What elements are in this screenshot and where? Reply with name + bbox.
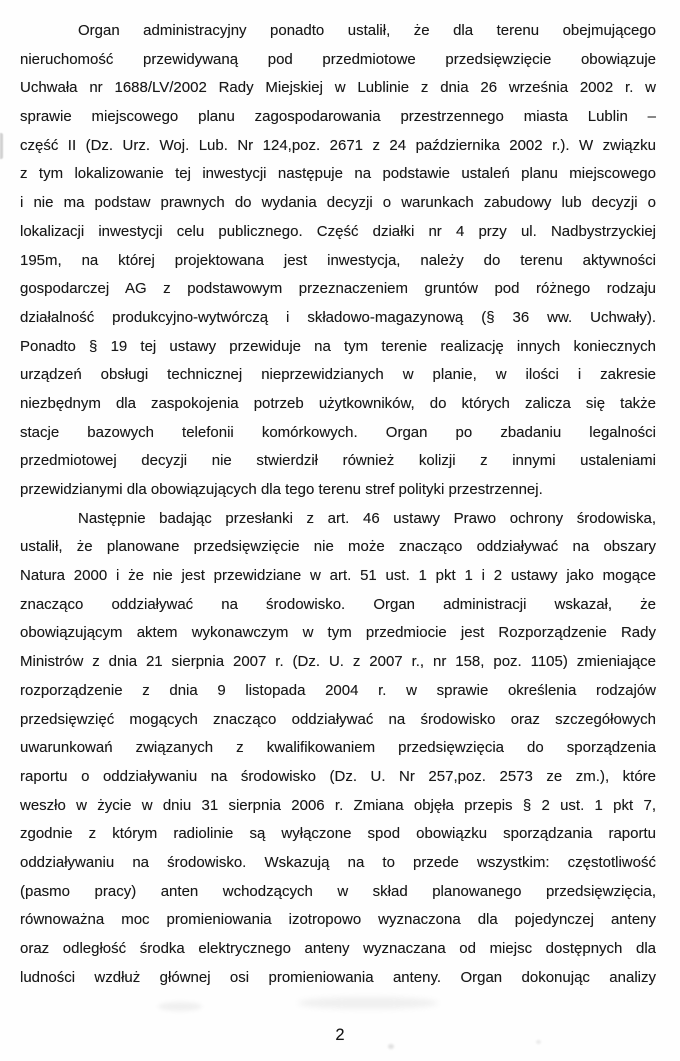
text-line: uwarunkowań związanych z kwalifikowaniem przedsięwzięcia do sporządzenia	[20, 739, 656, 757]
scan-smudge	[158, 1002, 202, 1011]
text-line: nieruchomość przewidywaną pod przedmiotowe przedsięwzięcie obowiązuje	[20, 50, 656, 68]
text-line: rozporządzenie z dnia 9 listopada 2004 r. w sprawie określenia rodzajów	[20, 681, 656, 699]
text-line: oddziaływaniu na środowisko. Wskazują na to przede wszystkim: częstotliwość	[20, 853, 656, 871]
text-line: i nie ma podstaw prawnych do wydania decyzji o warunkach zabudowy lub decyzji o	[20, 194, 656, 212]
text-line: Następnie badając przesłanki z art. 46 ustawy Prawo ochrony środowiska,	[78, 509, 656, 527]
page-number: 2	[335, 1026, 345, 1044]
text-line: Organ administracyjny ponadto ustalił, że dla terenu obejmującego	[78, 22, 656, 39]
text-line: obowiązującym aktem wykonawczym w tym przedmiocie jest Rozporządzenie Rady	[20, 624, 656, 642]
text-line: przewidzianymi dla obowiązujących dla tego terenu stref polityki przestrzennej.	[20, 481, 543, 498]
text-line: 195m, na której projektowana jest inwestycja, należy do terenu aktywności	[20, 251, 656, 269]
text-line: weszło w życie w dniu 31 sierpnia 2006 r. Zmiana objęła przepis § 2 ust. 1 pkt 7,	[20, 796, 656, 814]
text-line: lokalizacji inwestycji celu publicznego. Część działki nr 4 przy ul. Nadbystrzyckiej	[20, 222, 656, 240]
text-line: gospodarczej AG z podstawowym przeznaczeniem gruntów pod różnego rodzaju	[20, 280, 656, 298]
text-line: równoważna moc promieniowania izotropowo wyznaczona dla pojedynczej anteny	[20, 911, 656, 929]
text-line: niezbędnym dla zaspokojenia potrzeb użytkowników, do których zalicza się także	[20, 394, 656, 412]
text-line: ludności wzdłuż głównej osi promieniowania anteny. Organ dokonując analizy	[20, 968, 656, 986]
paragraph	[20, 17, 656, 505]
text-line: część II (Dz. Urz. Woj. Lub. Nr 124,poz. 2671 z 24 października 2002 r.). W związku	[20, 136, 656, 154]
text-line: urządzeń obsługi technicznej nieprzewidzianych w planie, w ilości i zakresie	[20, 366, 656, 384]
text-line: oraz odległość środka elektrycznego anteny wyznaczana od miejsc dostępnych dla	[20, 940, 656, 957]
text-line: znacząco oddziaływać na środowisko. Organ administracji wskazał, że	[20, 595, 656, 613]
scan-smudge	[298, 997, 438, 1009]
text-line: Ministrów z dnia 21 sierpnia 2007 r. (Dz. U. z 2007 r., nr 158, poz. 1105) zmieniające	[20, 653, 656, 671]
text-line: ustalił, że planowane przedsięwzięcie nie może znacząco oddziaływać na obszary	[20, 538, 656, 556]
text-line: zgodnie z którym radiolinie są wyłączone spod obowiązku sporządzania raportu	[20, 825, 656, 843]
scan-edge-artifact	[0, 133, 3, 159]
text-line: (pasmo pracy) anten wchodzących w skład planowanego przedsięwzięcia,	[20, 882, 656, 900]
text-line: przedmiotowej decyzji nie stwierdził również kolizji z innymi ustaleniami	[20, 452, 656, 470]
text-line: Natura 2000 i że nie jest przewidziane w art. 51 ust. 1 pkt 1 i 2 ustawy jako mogące	[20, 567, 656, 585]
text-line: Uchwała nr 1688/LV/2002 Rady Miejskiej w Lublinie z dnia 26 września 2002 r. w	[20, 79, 656, 97]
text-line: raportu o oddziaływaniu na środowisko (Dz. U. Nr 257,poz. 2573 ze zm.), które	[20, 767, 656, 785]
text-line: Ponadto § 19 tej ustawy przewiduje na tym terenie realizację innych koniecznych	[20, 337, 656, 355]
text-line: sprawie miejscowego planu zagospodarowania przestrzennego miasta Lublin –	[20, 108, 656, 126]
paragraph	[20, 505, 656, 993]
text-line: stacje bazowych telefonii komórkowych. Organ po zbadaniu legalności	[20, 423, 656, 441]
text-line: działalność produkcyjno-wytwórczą i składowo-magazynową (§ 36 ww. Uchwały).	[20, 308, 656, 326]
text-line: z tym lokalizowanie tej inwestycji następuje na podstawie ustaleń planu miejscowego	[20, 165, 656, 183]
document-text	[20, 17, 656, 992]
text-line: przedsięwzięć mogących znacząco oddziaływać na środowisko oraz szczegółowych	[20, 710, 656, 728]
